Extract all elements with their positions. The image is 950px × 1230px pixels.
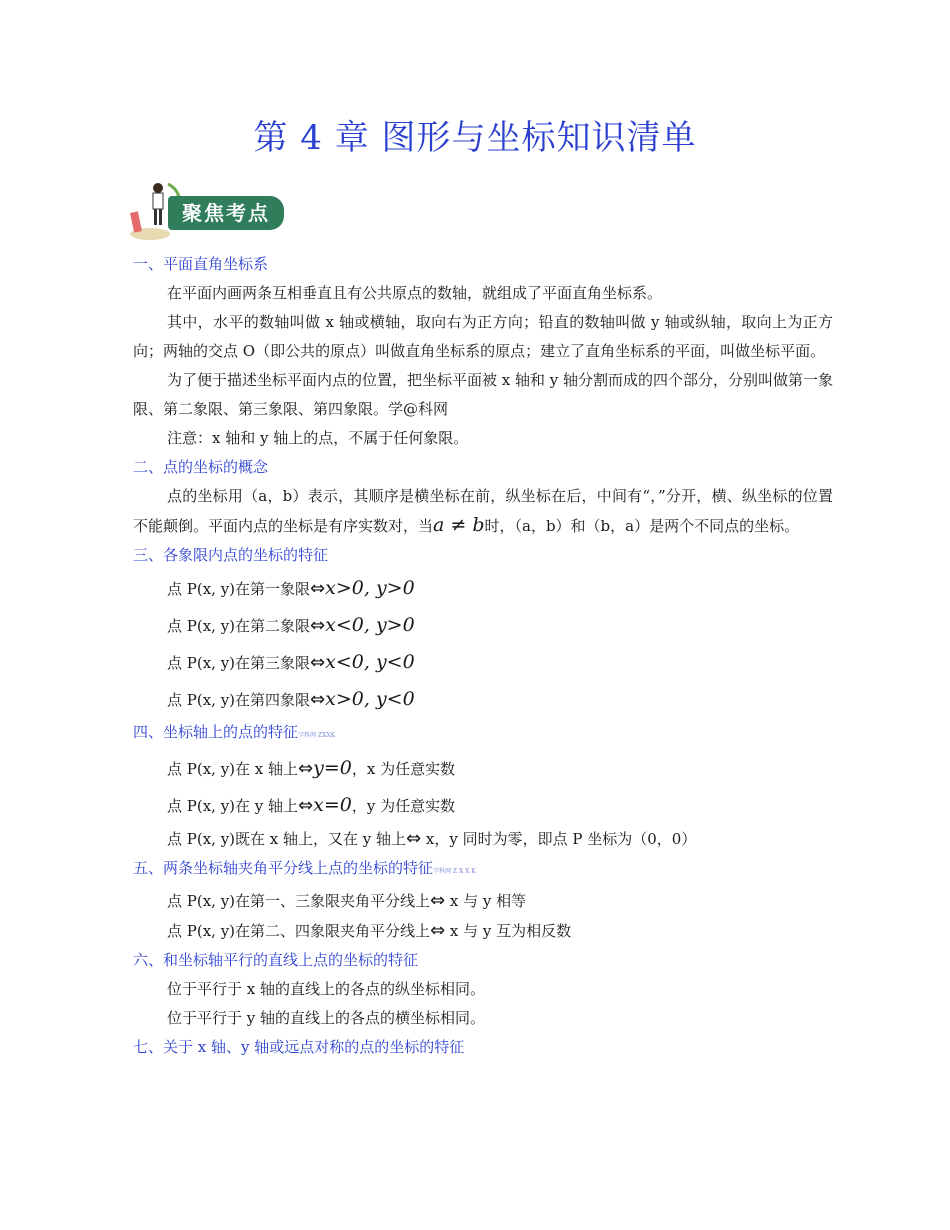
iff-icon: ⇔ bbox=[310, 615, 326, 636]
iff-icon: ⇔ bbox=[430, 920, 446, 941]
paragraph: 在平面内画两条互相垂直且有公共原点的数轴，就组成了平面直角坐标系。 bbox=[167, 284, 663, 302]
list-item: 位于平行于 y 轴的直线上的各点的横坐标相同。 bbox=[167, 1009, 486, 1027]
section-heading-3: 三、各象限内点的坐标的特征 bbox=[133, 546, 329, 564]
math-expression: x<0, y>0 bbox=[325, 614, 415, 636]
iff-icon: ⇔ bbox=[298, 758, 314, 779]
math-expression: x=0 bbox=[313, 794, 352, 816]
list-item: 点 P(x, y)在第一、三象限夹角平分线上⇔ x 与 y 相等 bbox=[167, 890, 527, 911]
math-expression: y=0 bbox=[313, 757, 352, 779]
note: 注意：x 轴和 y 轴上的点，不属于任何象限。 bbox=[167, 429, 469, 447]
list-item: 点 P(x, y)在 y 轴上⇔x=0，y 为任意实数 bbox=[167, 794, 456, 816]
list-item: 位于平行于 x 轴的直线上的各点的纵坐标相同。 bbox=[167, 980, 485, 998]
watermark-text: 学科网 ZXXK bbox=[298, 732, 336, 739]
list-item: 点 P(x, y)在第三象限⇔x<0, y<0 bbox=[167, 651, 415, 673]
math-expression: x<0, y<0 bbox=[325, 651, 415, 673]
section-heading-6: 六、和坐标轴平行的直线上点的坐标的特征 bbox=[133, 951, 419, 969]
section-heading-5: 五、两条坐标轴夹角平分线上点的坐标的特征学科网 Z X X K bbox=[133, 859, 476, 877]
paragraph: 为了便于描述坐标平面内点的位置，把坐标平面被 x 轴和 y 轴分割而成的四个部分，分别叫做第一象限、第二象限、第三象限、第四象限。学@科网 bbox=[133, 371, 834, 418]
iff-icon: ⇔ bbox=[298, 795, 314, 816]
section-heading-1: 一、平面直角坐标系 bbox=[133, 255, 269, 273]
iff-icon: ⇔ bbox=[430, 890, 446, 911]
list-item: 点 P(x, y)在第二、四象限夹角平分线上⇔ x 与 y 互为相反数 bbox=[167, 920, 572, 941]
iff-icon: ⇔ bbox=[406, 828, 422, 849]
iff-icon: ⇔ bbox=[310, 578, 326, 599]
iff-icon: ⇔ bbox=[310, 689, 326, 710]
section-heading-2: 二、点的坐标的概念 bbox=[133, 458, 269, 476]
list-item: 点 P(x, y)在第一象限⇔x>0, y>0 bbox=[167, 577, 415, 599]
list-item: 点 P(x, y)在第二象限⇔x<0, y>0 bbox=[167, 614, 415, 636]
section-heading-7: 七、关于 x 轴、y 轴或远点对称的点的坐标的特征 bbox=[133, 1038, 465, 1056]
math-expression: a ≠ b bbox=[433, 514, 485, 536]
list-item: 点 P(x, y)在第四象限⇔x>0, y<0 bbox=[167, 688, 415, 710]
document-body bbox=[133, 250, 833, 1062]
badge-label: 聚焦考点 bbox=[168, 196, 284, 230]
section-badge bbox=[128, 178, 288, 242]
paragraph: 其中，水平的数轴叫做 x 轴或横轴，取向右为正方向；铅直的数轴叫做 y 轴或纵轴，取向上为正方向；两轴的交点 O（即公共的原点）叫做直角坐标系的原点；建立了直角坐标系的平面，叫做坐标平面。 bbox=[133, 313, 833, 360]
math-expression: x>0, y<0 bbox=[325, 688, 415, 710]
list-item: 点 P(x, y)既在 x 轴上，又在 y 轴上⇔ x，y 同时为零，即点 P 坐标为（0，0） bbox=[167, 828, 697, 849]
page-title: 第 4 章 图形与坐标知识清单 bbox=[253, 118, 697, 158]
watermark-text: 学科网 Z X X K bbox=[433, 868, 476, 875]
list-item: 点 P(x, y)在 x 轴上⇔y=0，x 为任意实数 bbox=[167, 757, 456, 779]
paragraph: 点的坐标用（a，b）表示，其顺序是横坐标在前，纵坐标在后，中间有“，”分开，横、纵坐标的位置不能颠倒。平面内点的坐标是有序实数对，当a ≠ b时，（a，b）和（b，a）是两个不同点的坐标。 bbox=[133, 487, 833, 536]
section-heading-4: 四、坐标轴上的点的特征学科网 ZXXK bbox=[133, 723, 336, 741]
iff-icon: ⇔ bbox=[310, 652, 326, 673]
math-expression: x>0, y>0 bbox=[325, 577, 415, 599]
